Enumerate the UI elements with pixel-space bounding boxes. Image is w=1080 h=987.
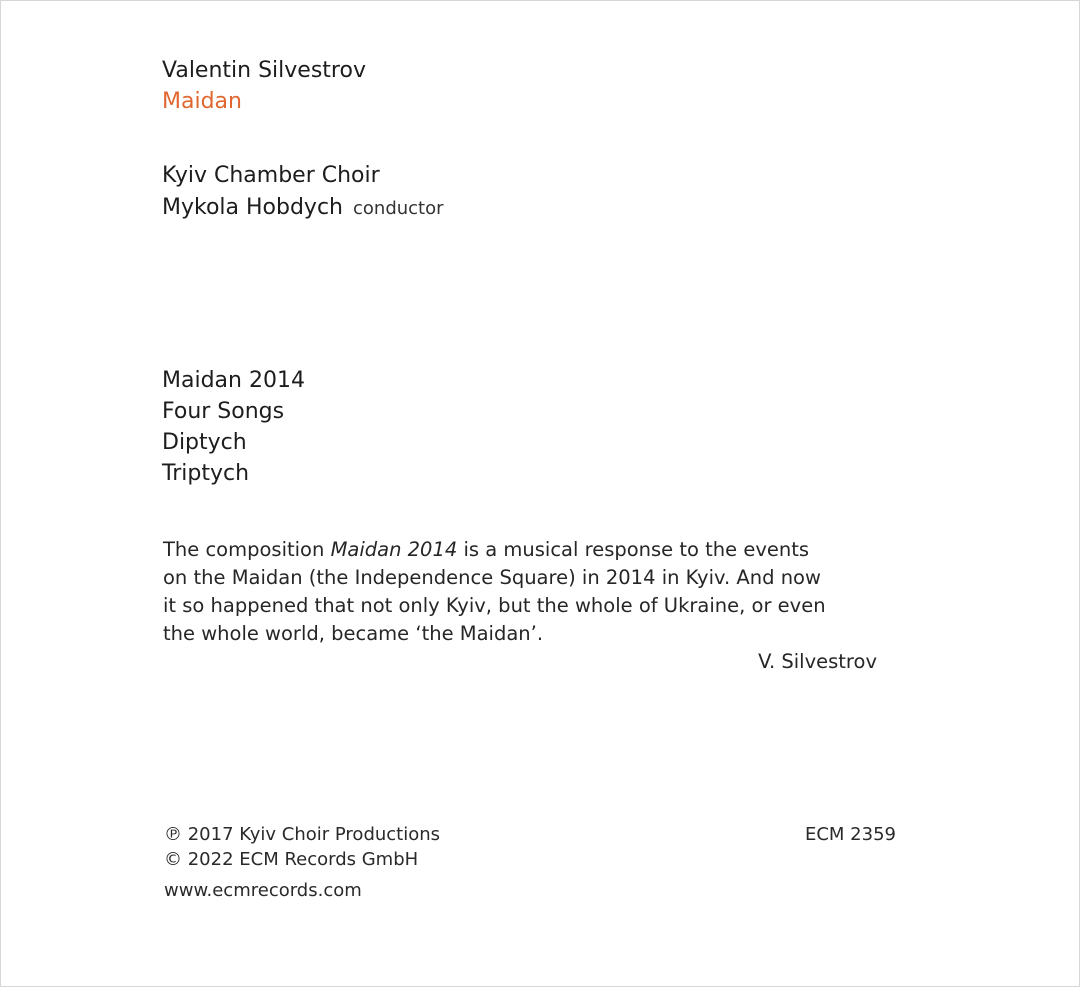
works-list — [162, 365, 305, 489]
quote-line-1 — [163, 536, 883, 564]
quote-attribution: V. Silvestrov — [758, 650, 877, 673]
work-item: Maidan 2014 — [162, 368, 305, 393]
copyright-notice: © 2022 ECM Records GmbH — [164, 849, 419, 870]
phonographic-copyright: ℗ 2017 Kyiv Choir Productions — [164, 824, 441, 845]
conductor-role: conductor — [353, 198, 444, 219]
quote-line-3: it so happened that not only Kyiv, but the whole of Ukraine, or even — [163, 594, 826, 617]
work-item: Diptych — [162, 430, 247, 455]
quote-text: The composition — [163, 538, 331, 561]
quote-line-4: the whole world, became ‘the Maidan’. — [163, 622, 544, 645]
conductor-name: Mykola Hobdych — [162, 195, 343, 220]
quote-line-2: on the Maidan (the Independence Square) in 2014 in Kyiv. And now — [163, 566, 821, 589]
composer-name: Valentin Silvestrov — [162, 58, 366, 83]
ensemble-name: Kyiv Chamber Choir — [162, 163, 380, 188]
catalog-number: ECM 2359 — [804, 824, 896, 845]
composer-quote — [163, 536, 883, 648]
quote-text: is a musical response to the events — [457, 538, 810, 561]
album-title: Maidan — [162, 89, 242, 114]
work-item: Four Songs — [162, 399, 285, 424]
work-item: Triptych — [162, 461, 250, 486]
website-link[interactable]: www.ecmrecords.com — [164, 880, 362, 901]
conductor-line — [162, 193, 444, 224]
quote-work-title: Maidan 2014 — [330, 538, 458, 561]
